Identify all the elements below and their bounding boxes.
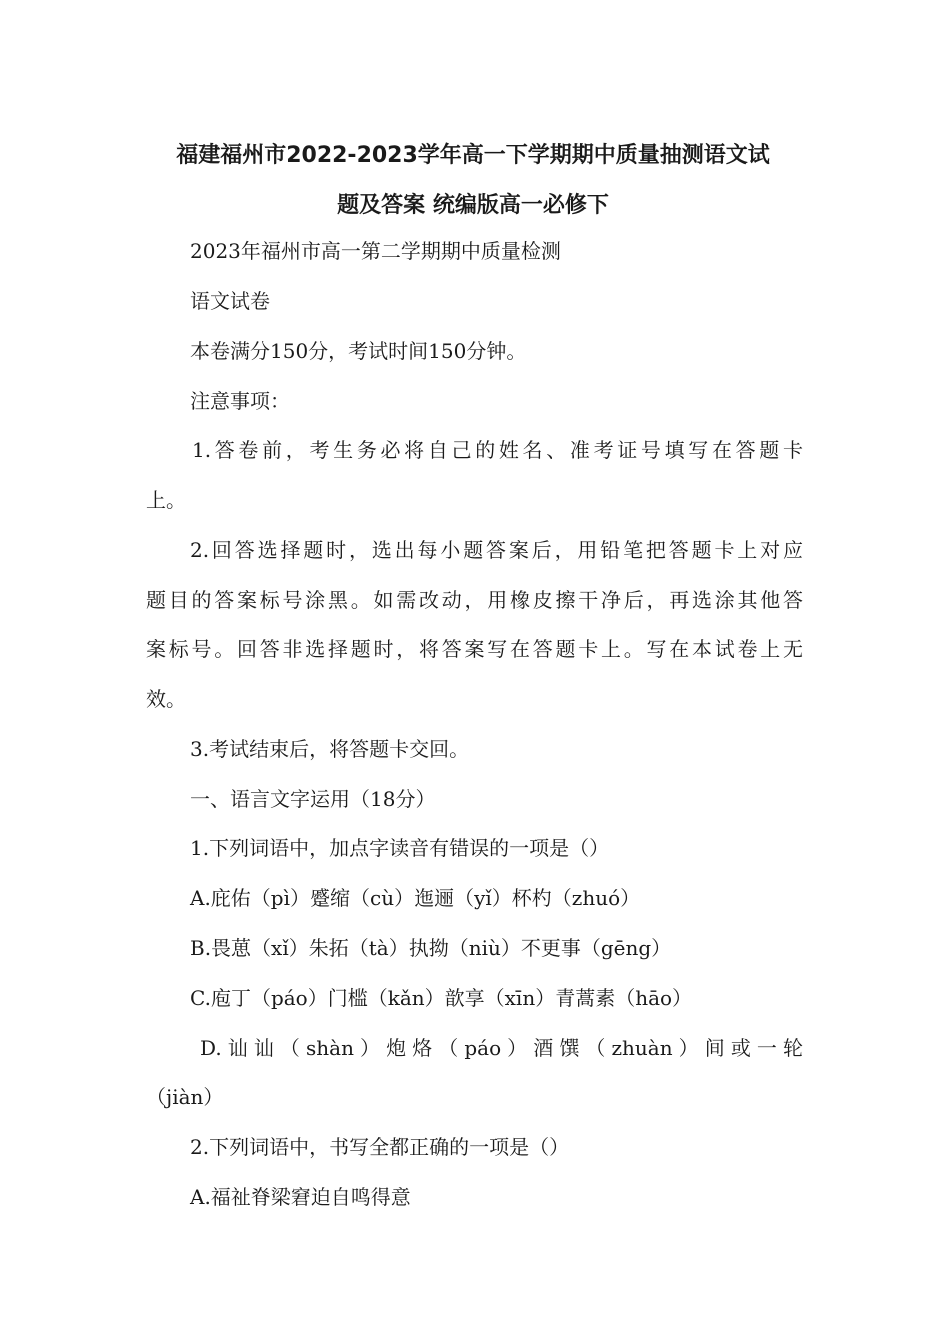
- question-1-option-d-line-2: （jiàn）: [146, 1085, 224, 1109]
- question-1-option-c: C.庖丁（páo）门槛（kǎn）歆享（xīn）青蒿素（hāo）: [190, 986, 693, 1010]
- notice-item-2-line-4: 效。: [146, 687, 186, 711]
- document-title-line-1: 福建福州市2022-2023学年高一下学期期中质量抽测语文试: [176, 143, 770, 168]
- notice-heading: 注意事项：: [190, 389, 290, 413]
- score-info: 本卷满分150分，考试时间150分钟。: [190, 339, 527, 363]
- question-2-option-a: A.福祉脊梁窘迫自鸣得意: [190, 1185, 411, 1209]
- exam-name: 2023年福州市高一第二学期期中质量检测: [190, 239, 561, 263]
- notice-item-2-line-3: 案标号。回答非选择题时，将答案写在答题卡上。写在本试卷上无: [146, 637, 803, 661]
- notice-item-1-line-1: 1.答卷前，考生务必将自己的姓名、准考证号填写在答题卡: [192, 438, 803, 462]
- notice-item-2-line-1: 2.回答选择题时，选出每小题答案后，用铅笔把答题卡上对应: [190, 538, 803, 562]
- notice-item-2-line-2: 题目的答案标号涂黑。如需改动，用橡皮擦干净后，再选涂其他答: [146, 588, 803, 612]
- document-title-line-2: 题及答案 统编版高一必修下: [337, 193, 609, 218]
- section-heading-1: 一、语言文字运用（18分）: [190, 787, 436, 811]
- question-1-stem: 1.下列词语中，加点字读音有错误的一项是（）: [190, 836, 610, 860]
- notice-item-3: 3.考试结束后，将答题卡交回。: [190, 737, 470, 761]
- question-1-option-d-line-1: D.讪讪（shàn）炮烙（páo）酒馔（zhuàn）间或一轮: [200, 1036, 803, 1060]
- question-2-stem: 2.下列词语中，书写全都正确的一项是（）: [190, 1135, 570, 1159]
- notice-item-1-line-2: 上。: [146, 488, 186, 512]
- question-1-option-b: B.畏葸（xǐ）朱拓（tà）执拗（niù）不更事（gēng）: [190, 936, 672, 960]
- question-1-option-a: A.庇佑（pì）蹙缩（cù）迤逦（yǐ）杯杓（zhuó）: [190, 886, 641, 910]
- subject-label: 语文试卷: [190, 289, 270, 313]
